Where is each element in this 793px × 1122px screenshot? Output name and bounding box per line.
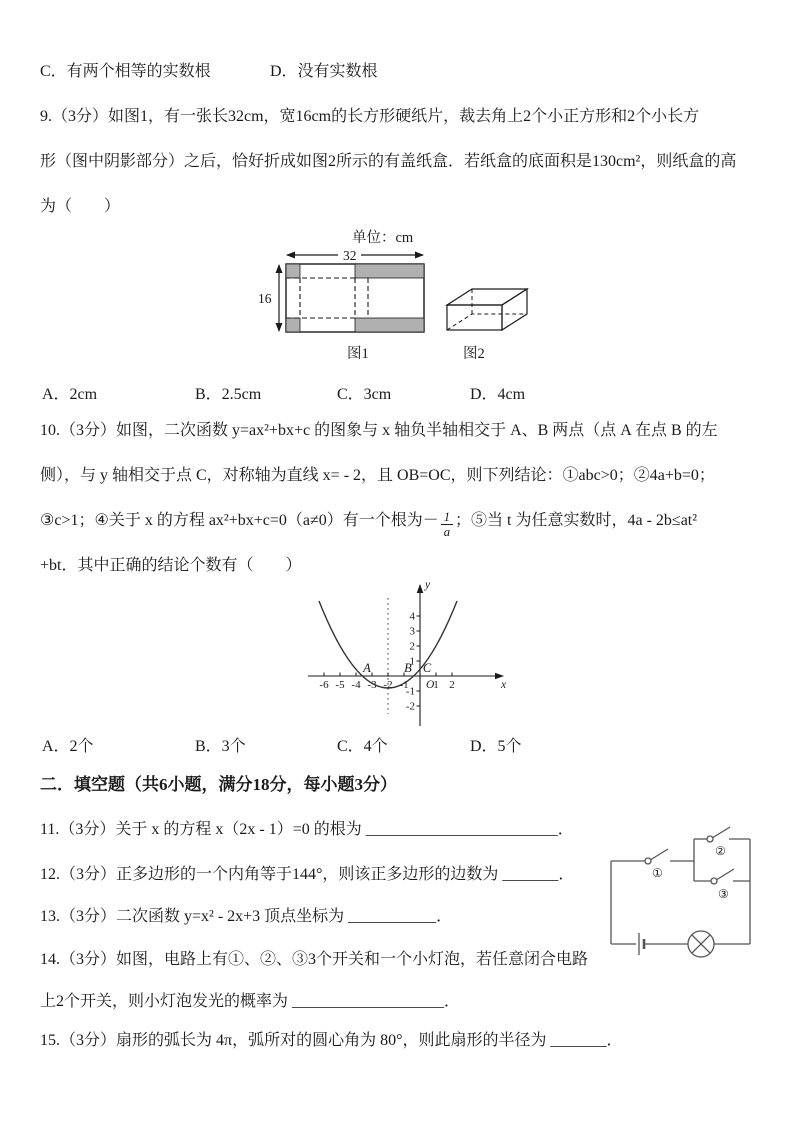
- question-10-option-c: C．4个: [337, 738, 388, 755]
- point-b-label: B: [404, 661, 412, 675]
- question-9-option-b: B．2.5cm: [195, 386, 262, 403]
- fraction-one-over-a: [441, 510, 453, 539]
- shaded-rect-top-right: [355, 264, 424, 278]
- question-9-line3: 为（ ）: [40, 198, 121, 215]
- svg-text:-2: -2: [383, 679, 393, 691]
- question8-option-d: D．没有实数根: [270, 63, 378, 80]
- origin-label: O: [426, 679, 435, 691]
- width-dimension-label: 32: [343, 248, 357, 263]
- switch2-label: ②: [715, 844, 726, 858]
- svg-text:1: 1: [433, 679, 439, 691]
- fraction-numerator: 1: [441, 510, 453, 525]
- question-15: 15.（3分）扇形的弧长为 4π，弧所对的圆心角为 80°，则此扇形的半径为 _______．: [40, 1032, 623, 1049]
- shaded-rect-bottom-right: [355, 318, 424, 332]
- question-10-option-a: A．2个: [42, 738, 94, 755]
- svg-text:1: 1: [409, 655, 415, 668]
- question-10: [40, 408, 753, 588]
- x-tick-labels: [319, 679, 454, 691]
- question-14: 14.（3分）如图，电路上有①、②、③3个开关和一个小灯泡，若任意闭合电路上2个开关，则小灯泡发光的概率为 ___________________．: [40, 951, 589, 1010]
- question-10-line3: [40, 498, 753, 543]
- question-11: 11.（3分）关于 x 的方程 x（2x - 1）=0 的根为 ________________________．: [40, 821, 574, 838]
- switch3-contact-icon: [711, 878, 717, 884]
- question8-options-row: [40, 62, 753, 82]
- unit-label: 单位：cm: [352, 230, 414, 246]
- y-axis-label: y: [425, 579, 431, 591]
- switch2-contact-icon: [707, 836, 713, 842]
- svg-text:-1: -1: [405, 685, 415, 698]
- switch1-label: ①: [652, 866, 663, 880]
- shaded-square-bottom-left: [286, 318, 300, 332]
- arrow-up-icon: [276, 264, 283, 273]
- svg-text:3: 3: [409, 625, 415, 638]
- question8-option-c: C．有两个相等的实数根: [40, 63, 211, 80]
- section-2-heading: 二．填空题（共6小题，满分18分，每小题3分）: [40, 775, 397, 794]
- question-9-option-c: C．3cm: [337, 386, 392, 403]
- height-dimension-label: 16: [258, 291, 272, 306]
- question-9-line2: 形（图中阴影部分）之后，恰好折成如图2所示的有盖纸盒．若纸盒的底面积是130cm²，则纸盒的高: [40, 153, 737, 170]
- svg-text:-2: -2: [405, 700, 415, 713]
- question-10-line1: 10.（3分）如图，二次函数 y=ax²+bx+c 的图象与 x 轴负半轴相交于 A、B 两点（点 A 在点 B 的左: [40, 422, 718, 439]
- question-9: [40, 94, 753, 229]
- figure-box-net-diagram: [250, 222, 570, 372]
- y-axis-arrow-icon: [417, 584, 424, 593]
- question-10-line2: 侧），与 y 轴相交于点 C，对称轴为直线 x= - 2，且 OB=OC，则下列结论：①abc>0；②4a+b=0；: [40, 467, 715, 484]
- box-3d-diagram: [447, 289, 527, 330]
- question-10-options-row: [40, 737, 753, 757]
- svg-text:4: 4: [409, 610, 415, 623]
- svg-text:-3: -3: [367, 679, 377, 691]
- x-axis-label: x: [501, 679, 507, 691]
- question-13: 13.（3分）二次函数 y=x² - 2x+3 顶点坐标为 ___________．: [40, 908, 453, 925]
- svg-text:2: 2: [449, 679, 455, 691]
- arrow-right-icon: [415, 252, 424, 259]
- question-10-line4: +bt．其中正确的结论个数有（ ）: [40, 557, 302, 574]
- switch3-label: ③: [718, 887, 729, 901]
- svg-text:-4: -4: [351, 679, 361, 691]
- question-10-line3-before: ③c>1；④关于 x 的方程 ax²+bx+c=0（a≠0）有一个根为－: [40, 512, 439, 529]
- question-9-options-row: [40, 385, 753, 405]
- question-9-line1: 9.（3分）如图1，有一张长32cm，宽16cm的长方形硬纸片，裁去角上2个小正方形和2个小长方: [40, 108, 700, 125]
- question-10-option-d: D．5个: [470, 738, 522, 755]
- point-a-label: A: [363, 661, 371, 675]
- parabola-graph: [305, 574, 510, 732]
- switch1-contact-icon: [645, 858, 651, 864]
- question-12: 12.（3分）正多边形的一个内角等于144°，则该正多边形的边数为 _______．: [40, 866, 575, 883]
- svg-text:-6: -6: [319, 679, 329, 691]
- question-9-option-a: A．2cm: [42, 386, 98, 403]
- figure1-caption: 图1: [347, 346, 369, 362]
- svg-text:2: 2: [409, 640, 415, 653]
- svg-text:-1: -1: [399, 679, 409, 691]
- svg-text:-5: -5: [335, 679, 345, 691]
- point-c-label: C: [422, 661, 432, 675]
- fold-lines: [286, 278, 368, 318]
- question-9-option-d: D．4cm: [470, 386, 526, 403]
- question-10-option-b: B．3个: [195, 738, 246, 755]
- circuit-diagram: [610, 820, 790, 980]
- shaded-square-top-left: [286, 264, 300, 278]
- question-10-line3-after: ；⑤当 t 为任意实数时，4a - 2b≤at²: [455, 512, 698, 529]
- arrow-left-icon: [286, 252, 295, 259]
- fraction-denominator: a: [443, 525, 451, 539]
- arrow-down-icon: [276, 323, 283, 332]
- figure2-caption: 图2: [463, 346, 485, 362]
